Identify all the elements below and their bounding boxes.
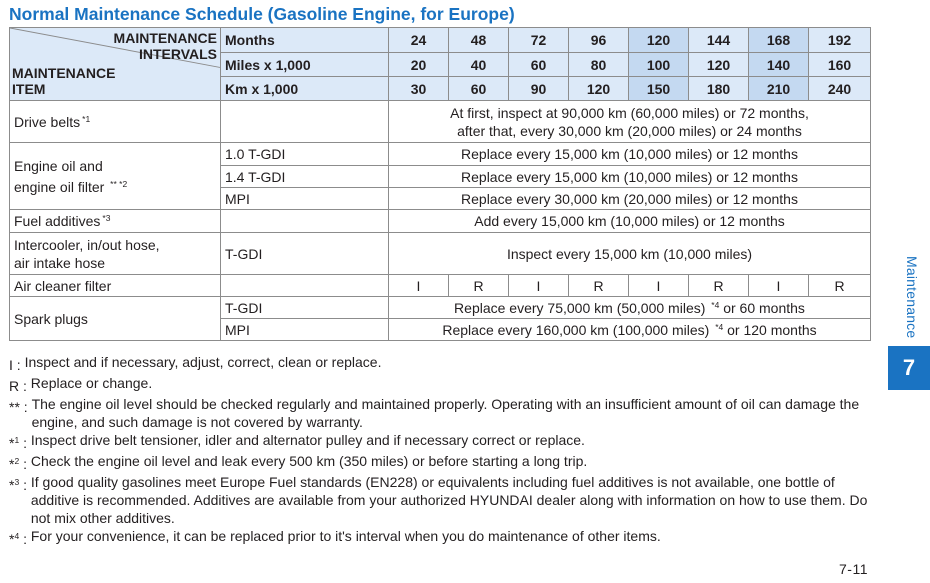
footnotes xyxy=(9,353,871,548)
footnote-item: *$^3$ : If good quality gasolines meet Europe Fuel standards (EN228) or equivalents including fuel additives is not available, one bottle of additive is recommended. Additives are available from your authorized HYUNDAI dealer along with information on how to use them. Do not mix other additives. xyxy=(9,474,868,526)
item-label-spark-plugs: Spark plugs xyxy=(10,297,221,341)
header-cell: 80 xyxy=(569,53,629,77)
interval-cell: R xyxy=(569,275,629,297)
corner-intervals-label: MAINTENANCE INTERVALS xyxy=(113,30,217,62)
table-row-air-cleaner xyxy=(10,275,871,297)
engine-type-cell: 1.0 T-GDI xyxy=(221,143,389,166)
footnote-item: *$^2$ : Check the engine oil level and leak every 500 km (350 miles) or before starting a long trip. xyxy=(9,453,588,472)
header-cell: 60 xyxy=(509,53,569,77)
header-cell: 30 xyxy=(389,77,449,101)
header-cell: 60 xyxy=(449,77,509,101)
section-side-label: Maintenance xyxy=(904,256,920,339)
interval-cell: R xyxy=(809,275,871,297)
header-cell: 48 xyxy=(449,28,509,53)
table-row-drive-belts xyxy=(10,101,871,143)
chapter-tab: 7 xyxy=(888,346,930,390)
item-label-air-cleaner: Air cleaner filter xyxy=(10,275,221,297)
maintenance-schedule-table xyxy=(9,27,871,341)
header-cell: 120 xyxy=(689,53,749,77)
header-label-km: Km x 1,000 xyxy=(221,77,389,101)
fuel-additives-schedule: Add every 15,000 km (10,000 miles) or 12 months xyxy=(389,210,871,233)
drive-belts-schedule: At first, inspect at 90,000 km (60,000 miles) or 72 months, after that, every 30,000 km (20,000 miles) or 24 months xyxy=(389,101,871,143)
header-cell: 140 xyxy=(749,53,809,77)
item-label-fuel-additives: Fuel additives $^{*3}$ xyxy=(10,210,221,233)
page-number: 7-11 xyxy=(839,561,868,577)
header-cell: 24 xyxy=(389,28,449,53)
engine-type-cell: T-GDI xyxy=(221,297,389,319)
header-cell: 72 xyxy=(509,28,569,53)
table-row-fuel-additives xyxy=(10,210,871,233)
header-label-miles: Miles x 1,000 xyxy=(221,53,389,77)
header-cell: 90 xyxy=(509,77,569,101)
header-cell: 20 xyxy=(389,53,449,77)
interval-cell: R xyxy=(689,275,749,297)
header-cell: 40 xyxy=(449,53,509,77)
footnote-item: ** : The engine oil level should be checked regularly and maintained properly. Operating with an insufficient amount of oil can damage the engine, and such damage is not covered by warranty. xyxy=(9,396,860,430)
engine-oil-schedule: Replace every 15,000 km (10,000 miles) or 12 months xyxy=(389,166,871,188)
item-label-engine-oil: Engine oil and engine oil filter $^{** *2}$ xyxy=(10,143,221,210)
spark-plugs-schedule: Replace every 75,000 km (50,000 miles) $^{*4}$ or 60 months xyxy=(389,297,871,319)
page-title: Normal Maintenance Schedule (Gasoline Engine, for Europe) xyxy=(9,4,515,24)
empty-type-cell xyxy=(221,275,389,297)
header-cell: 144 xyxy=(689,28,749,53)
header-cell: 180 xyxy=(689,77,749,101)
header-cell: 120 xyxy=(569,77,629,101)
empty-type-cell xyxy=(221,101,389,143)
header-cell: 100 xyxy=(629,53,689,77)
engine-type-cell: MPI xyxy=(221,319,389,341)
header-cell: 192 xyxy=(809,28,871,53)
header-label-months: Months xyxy=(221,28,389,53)
item-label-drive-belts: Drive belts $^{*1}$ xyxy=(10,101,221,143)
engine-oil-schedule: Replace every 30,000 km (20,000 miles) or 12 months xyxy=(389,188,871,210)
header-cell: 240 xyxy=(809,77,871,101)
header-cell: 168 xyxy=(749,28,809,53)
engine-type-cell: T-GDI xyxy=(221,233,389,275)
intercooler-schedule: Inspect every 15,000 km (10,000 miles) xyxy=(389,233,871,275)
header-cell: 160 xyxy=(809,53,871,77)
item-label-intercooler: Intercooler, in/out hose, air intake hose xyxy=(10,233,221,275)
footnote-item: *$^4$ : For your convenience, it can be replaced prior to it's interval when you do maintenance of other items. xyxy=(9,528,661,547)
footnote-item: R : Replace or change. xyxy=(9,375,153,394)
interval-cell: R xyxy=(449,275,509,297)
table-corner-header xyxy=(10,28,221,101)
empty-type-cell xyxy=(221,210,389,233)
interval-cell: I xyxy=(389,275,449,297)
table-row-intercooler xyxy=(10,233,871,275)
corner-item-label: MAINTENANCE ITEM xyxy=(12,65,116,97)
spark-plugs-schedule: Replace every 160,000 km (100,000 miles) $^{*4}$ or 120 months xyxy=(389,319,871,341)
interval-cell: I xyxy=(749,275,809,297)
footnote-item: *$^1$ : Inspect drive belt tensioner, idler and alternator pulley and if necessary correct or replace. xyxy=(9,432,585,451)
interval-cell: I xyxy=(509,275,569,297)
engine-oil-schedule: Replace every 15,000 km (10,000 miles) or 12 months xyxy=(389,143,871,166)
header-cell: 96 xyxy=(569,28,629,53)
engine-type-cell: 1.4 T-GDI xyxy=(221,166,389,188)
header-cell: 210 xyxy=(749,77,809,101)
header-row-months xyxy=(10,28,871,53)
header-cell: 150 xyxy=(629,77,689,101)
header-cell: 120 xyxy=(629,28,689,53)
table-row-spark-plugs xyxy=(10,297,871,319)
engine-type-cell: MPI xyxy=(221,188,389,210)
footnote-item: I : Inspect and if necessary, adjust, correct, clean or replace. xyxy=(9,354,382,373)
interval-cell: I xyxy=(629,275,689,297)
table-row-engine-oil xyxy=(10,143,871,166)
